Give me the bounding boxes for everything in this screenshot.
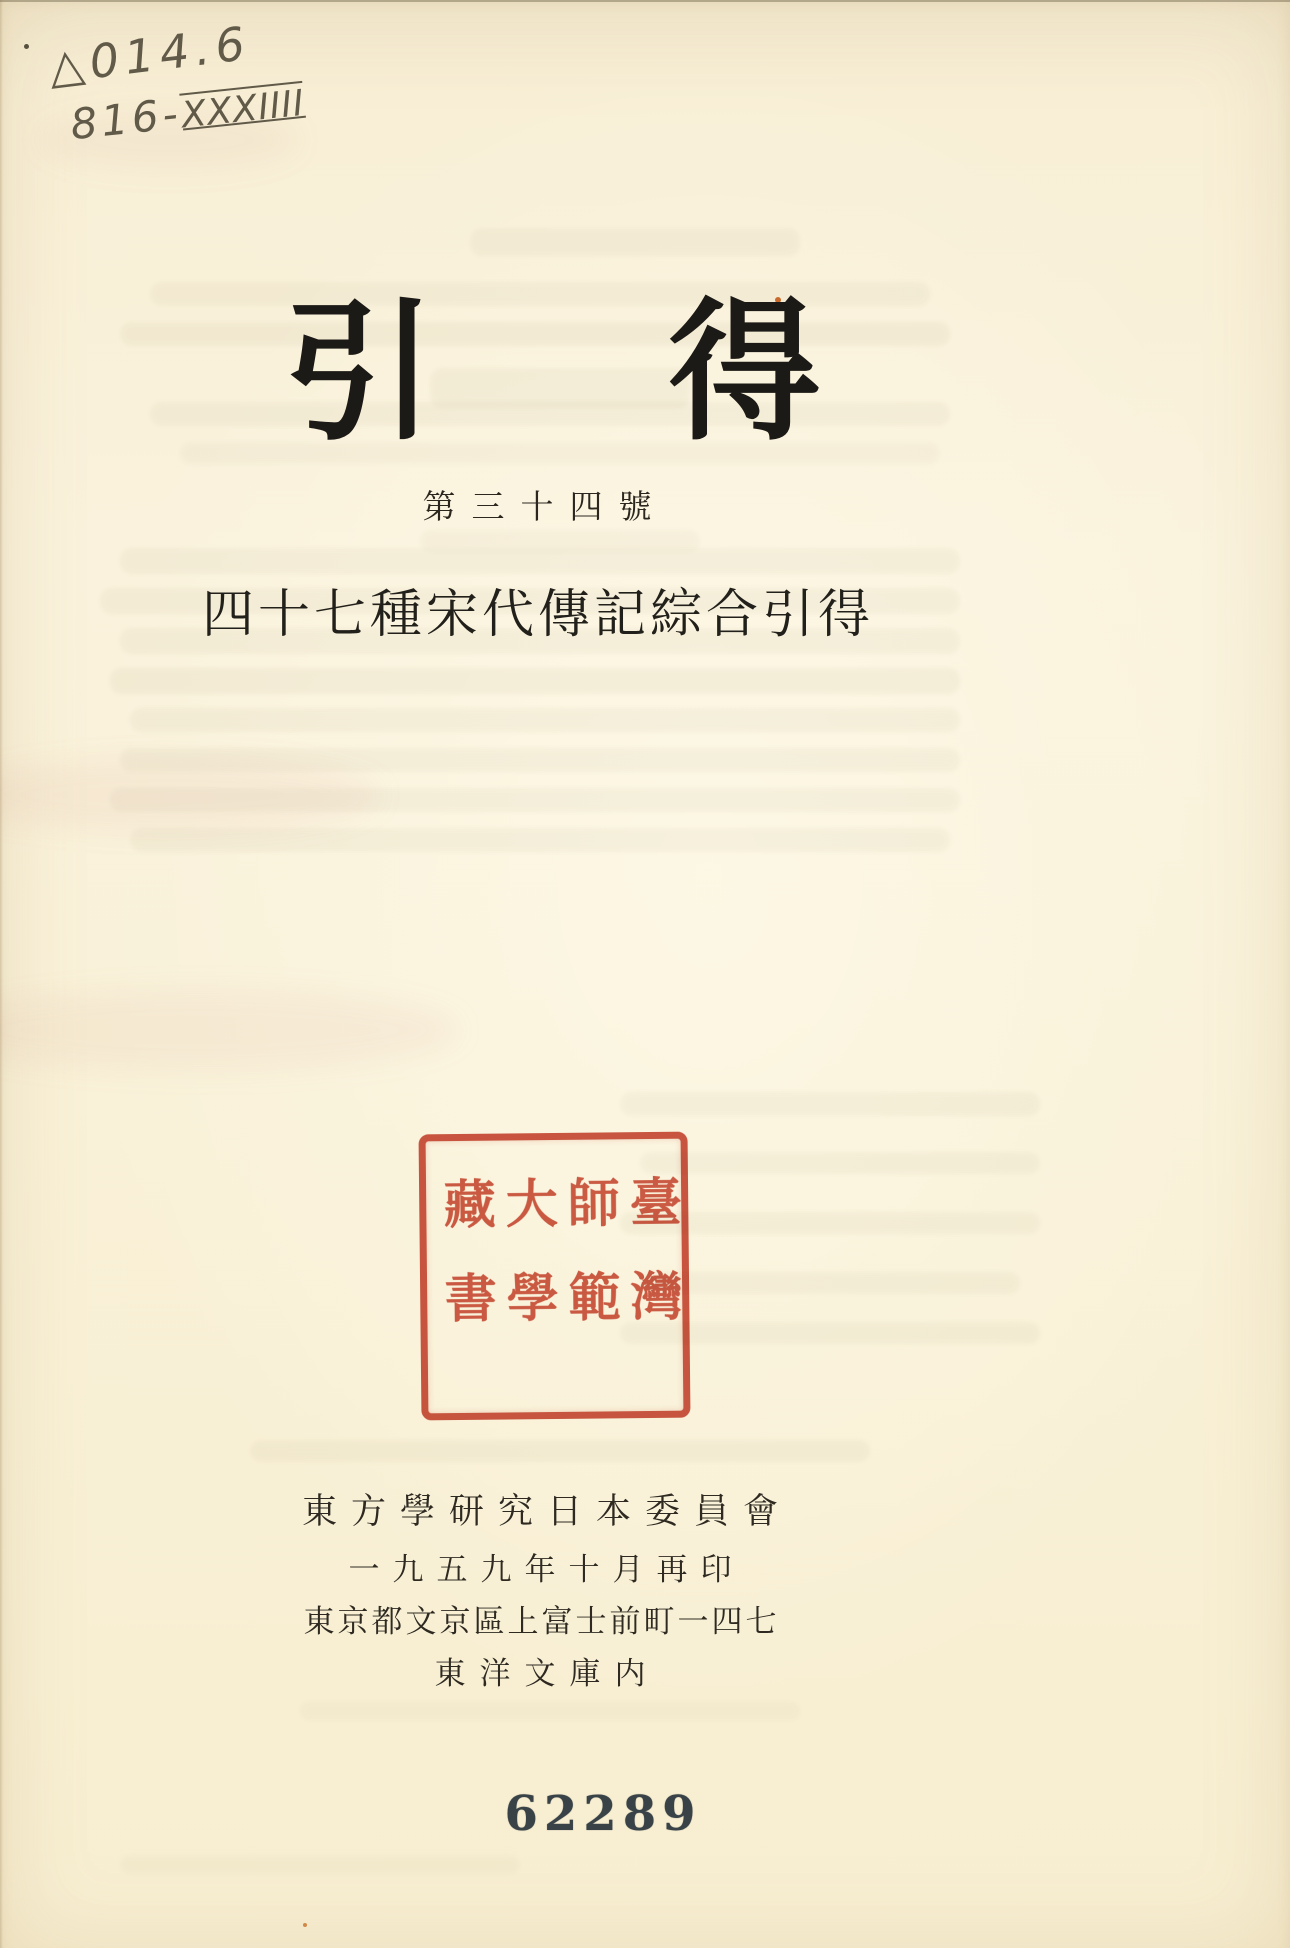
scan-top-edge	[0, 0, 1290, 2]
pencil-dot	[24, 44, 29, 49]
scan-left-edge	[0, 0, 3, 1960]
call-number-class: △014.6	[45, 15, 254, 95]
imprint-edition-date: 一九五九年十月再印	[348, 1552, 745, 1588]
call-number-roman-numeral: XXXIIII	[179, 82, 307, 137]
imprint-address: 東京都文京區上富士前町一四七	[303, 1604, 780, 1640]
seal-column-3: 大學	[495, 1175, 559, 1365]
imprint-building: 東洋文庫内	[434, 1656, 660, 1692]
paper-speck	[303, 1923, 307, 1927]
series-number: 第三十四號	[422, 487, 668, 526]
seal-column-1: 臺灣	[619, 1174, 683, 1364]
library-seal-stamp	[419, 1132, 691, 1421]
page-title: 引 得	[283, 282, 821, 461]
imprint-publisher: 東方學研究日本委員會	[301, 1492, 793, 1532]
subtitle: 四十七種宋代傳記綜合引得	[201, 585, 875, 645]
seal-column-2: 師範	[557, 1175, 621, 1364]
accession-number-stamp: 62289	[504, 1786, 702, 1842]
handwritten-call-number-line1	[45, 16, 253, 94]
call-number-prefix: 816-	[68, 88, 184, 150]
seal-column-4: 藏書	[433, 1176, 497, 1366]
scan-bottom-edge	[0, 1948, 1290, 1960]
